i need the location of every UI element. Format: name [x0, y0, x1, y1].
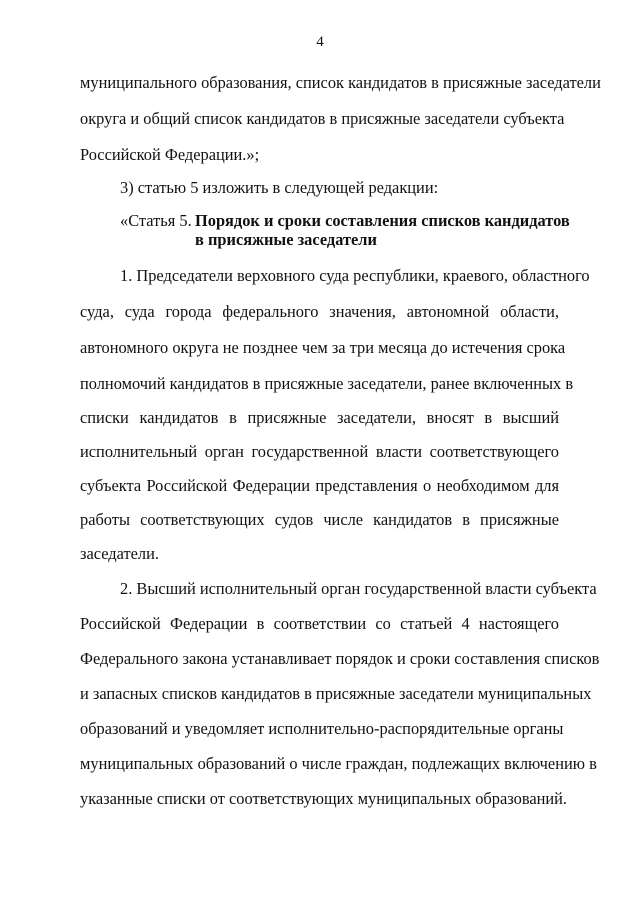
paragraph-2-line: и запасных списков кандидатов в присяжные заседатели муниципальных: [80, 684, 592, 703]
paragraph-1-line: автономного округа не позднее чем за три месяца до истечения срока: [80, 338, 566, 357]
text-line: муниципального образования, список кандидатов в присяжные заседатели: [80, 73, 601, 92]
paragraph-1-line: субъекта Российской Федерации представления о необходимом для: [80, 476, 559, 495]
text-line: округа и общий список кандидатов в присяжные заседатели субъекта: [80, 109, 565, 128]
paragraph-1-line: суда, суда города федерального значения, автономной области,: [80, 302, 559, 321]
article-lead: «Статья 5.: [120, 211, 192, 230]
paragraph-2-line: Российской Федерации в соответствии со статьей 4 настоящего: [80, 614, 559, 633]
article-title-line-2: в присяжные заседатели: [195, 230, 377, 249]
paragraph-2-line: муниципальных образований о числе граждан, подлежащих включению в: [80, 754, 597, 773]
text-line: 3) статью 5 изложить в следующей редакции:: [120, 178, 439, 197]
paragraph-1-line: исполнительный орган государственной власти соответствующего: [80, 442, 559, 461]
paragraph-2-line: указанные списки от соответствующих муниципальных образований.: [80, 789, 568, 808]
paragraph-1-line: работы соответствующих судов числе кандидатов в присяжные: [80, 510, 559, 529]
text-line: Российской Федерации.»;: [80, 145, 260, 164]
paragraph-2-line: 2. Высший исполнительный орган государственной власти субъекта: [120, 579, 597, 598]
paragraph-1-line: списки кандидатов в присяжные заседатели, вносят в высший: [80, 408, 559, 427]
article-title-line-1: Порядок и сроки составления списков кандидатов: [195, 211, 570, 230]
paragraph-2-line: Федерального закона устанавливает порядок и сроки составления списков: [80, 649, 600, 668]
paragraph-1-line: заседатели.: [80, 544, 159, 563]
page-number: 4: [316, 34, 324, 50]
paragraph-2-line: образований и уведомляет исполнительно-распорядительные органы: [80, 719, 564, 738]
paragraph-1-line: 1. Председатели верховного суда республики, краевого, областного: [120, 266, 590, 285]
paragraph-1-line: полномочий кандидатов в присяжные заседатели, ранее включенных в: [80, 374, 574, 393]
